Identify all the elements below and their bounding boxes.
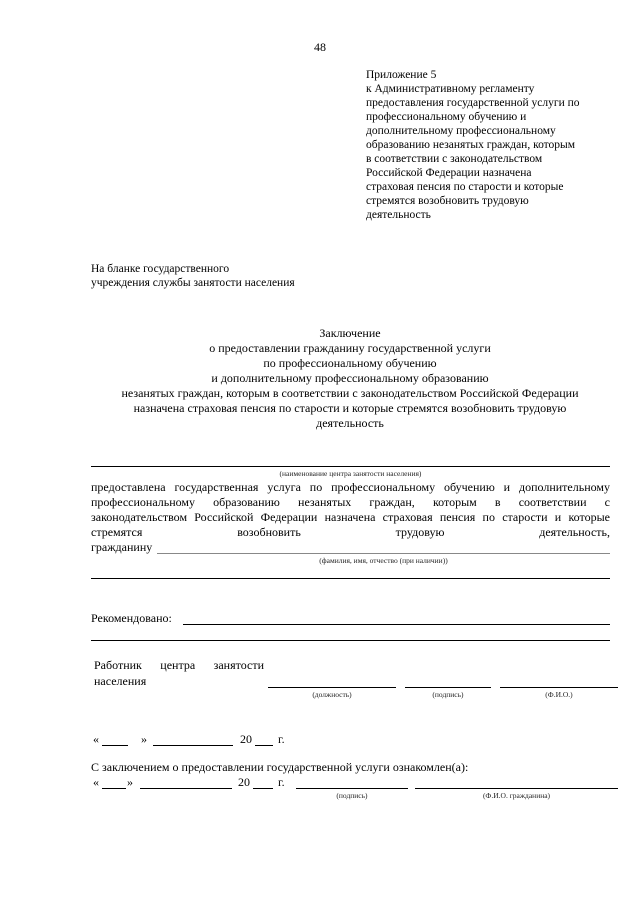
letterhead-line: На бланке государственного (91, 263, 230, 275)
appendix-line: стремятся возобновить трудовую (366, 195, 529, 207)
appendix-line: к Административному регламенту (366, 83, 535, 95)
citizen-name-line[interactable] (157, 553, 610, 554)
ack-fio-line[interactable] (415, 788, 618, 789)
date-year-suffix: г. (278, 732, 285, 746)
ack-date-close-quote: » (127, 775, 133, 789)
ack-signature-caption: (подпись) (336, 791, 368, 800)
appendix-line: Российской Федерации назначена (366, 167, 532, 179)
title-line: деятельность (316, 416, 384, 430)
ack-date-open-quote: « (93, 775, 99, 789)
worker-label: Работник центра занятости (94, 658, 264, 672)
appendix-line: в соответствии с законодательством (366, 153, 543, 165)
appendix-block (366, 68, 626, 222)
fio-short-caption: (Ф.И.О.) (545, 690, 573, 699)
position-line[interactable] (268, 687, 396, 688)
date-day-field[interactable] (102, 745, 128, 746)
body-line: законодательством Российской Федерации назначена страховая пенсия по старости и которые (91, 510, 610, 524)
title-line: по профессиональному обучению (263, 356, 437, 370)
citizen-label: гражданину (91, 540, 153, 554)
appendix-line: профессиональному обучению и (366, 111, 527, 123)
body-line: профессиональному образованию незанятых граждан, которым в соответствии с (91, 495, 610, 509)
appendix-line: предоставления государственной услуги по (366, 97, 580, 109)
appendix-line: Приложение 5 (366, 69, 437, 81)
date-year-prefix: 20 (240, 732, 252, 746)
ack-signature-line[interactable] (296, 788, 408, 789)
worker-signature-line[interactable] (405, 687, 491, 688)
ack-date-year-field[interactable] (253, 788, 273, 789)
position-caption: (должность) (312, 690, 352, 699)
date-close-quote: » (141, 732, 147, 746)
title-line: назначена страховая пенсия по старости и которые стремятся возобновить трудовую (133, 401, 567, 415)
title-line: незанятых граждан, которым в соответствии с законодательством Российской Федерации (121, 386, 579, 400)
citizen-extra-line[interactable] (91, 578, 610, 579)
body-paragraph (91, 480, 610, 540)
title-line: и дополнительному профессиональному образованию (211, 371, 489, 385)
center-name-line[interactable] (91, 466, 610, 467)
ack-text: С заключением о предоставлении государственной услуги ознакомлен(а): (91, 760, 469, 774)
ack-date-day-field[interactable] (102, 788, 126, 789)
recommended-line[interactable] (183, 624, 610, 625)
ack-date-year-suffix: г. (278, 775, 285, 789)
ack-fio-caption: (Ф.И.О. гражданина) (482, 791, 551, 800)
date-year-field[interactable] (255, 745, 273, 746)
letterhead-note (91, 262, 295, 290)
center-name-caption: (наименование центра занятости населения) (279, 469, 422, 478)
body-line: стремятся возобновить трудовую деятельность, (91, 525, 610, 539)
document-title (60, 326, 640, 431)
ack-date-month-field[interactable] (140, 788, 232, 789)
recommended-extra-line[interactable] (91, 640, 610, 641)
appendix-line: страховая пенсия по старости и которые (366, 181, 564, 193)
title-line: Заключение (319, 326, 381, 340)
worker-label-cont: населения (94, 674, 147, 688)
appendix-line: образованию незанятых граждан, которым (366, 139, 576, 151)
appendix-line: дополнительному профессиональному (366, 125, 556, 137)
title-line: о предоставлении гражданину государственной услуги (209, 341, 491, 355)
signature-caption: (подпись) (432, 690, 464, 699)
ack-date-year-prefix: 20 (238, 775, 250, 789)
date-open-quote: « (93, 732, 99, 746)
body-line: предоставлена государственная услуга по профессиональному обучению и дополнительному (91, 480, 610, 494)
page-number: 48 (314, 40, 326, 54)
date-month-field[interactable] (153, 745, 233, 746)
worker-fio-line[interactable] (500, 687, 618, 688)
fio-caption: (фамилия, имя, отчество (при наличии)) (319, 556, 448, 565)
letterhead-line: учреждения службы занятости населения (91, 277, 295, 289)
recommended-label: Рекомендовано: (91, 611, 172, 625)
appendix-line: деятельность (366, 209, 431, 221)
